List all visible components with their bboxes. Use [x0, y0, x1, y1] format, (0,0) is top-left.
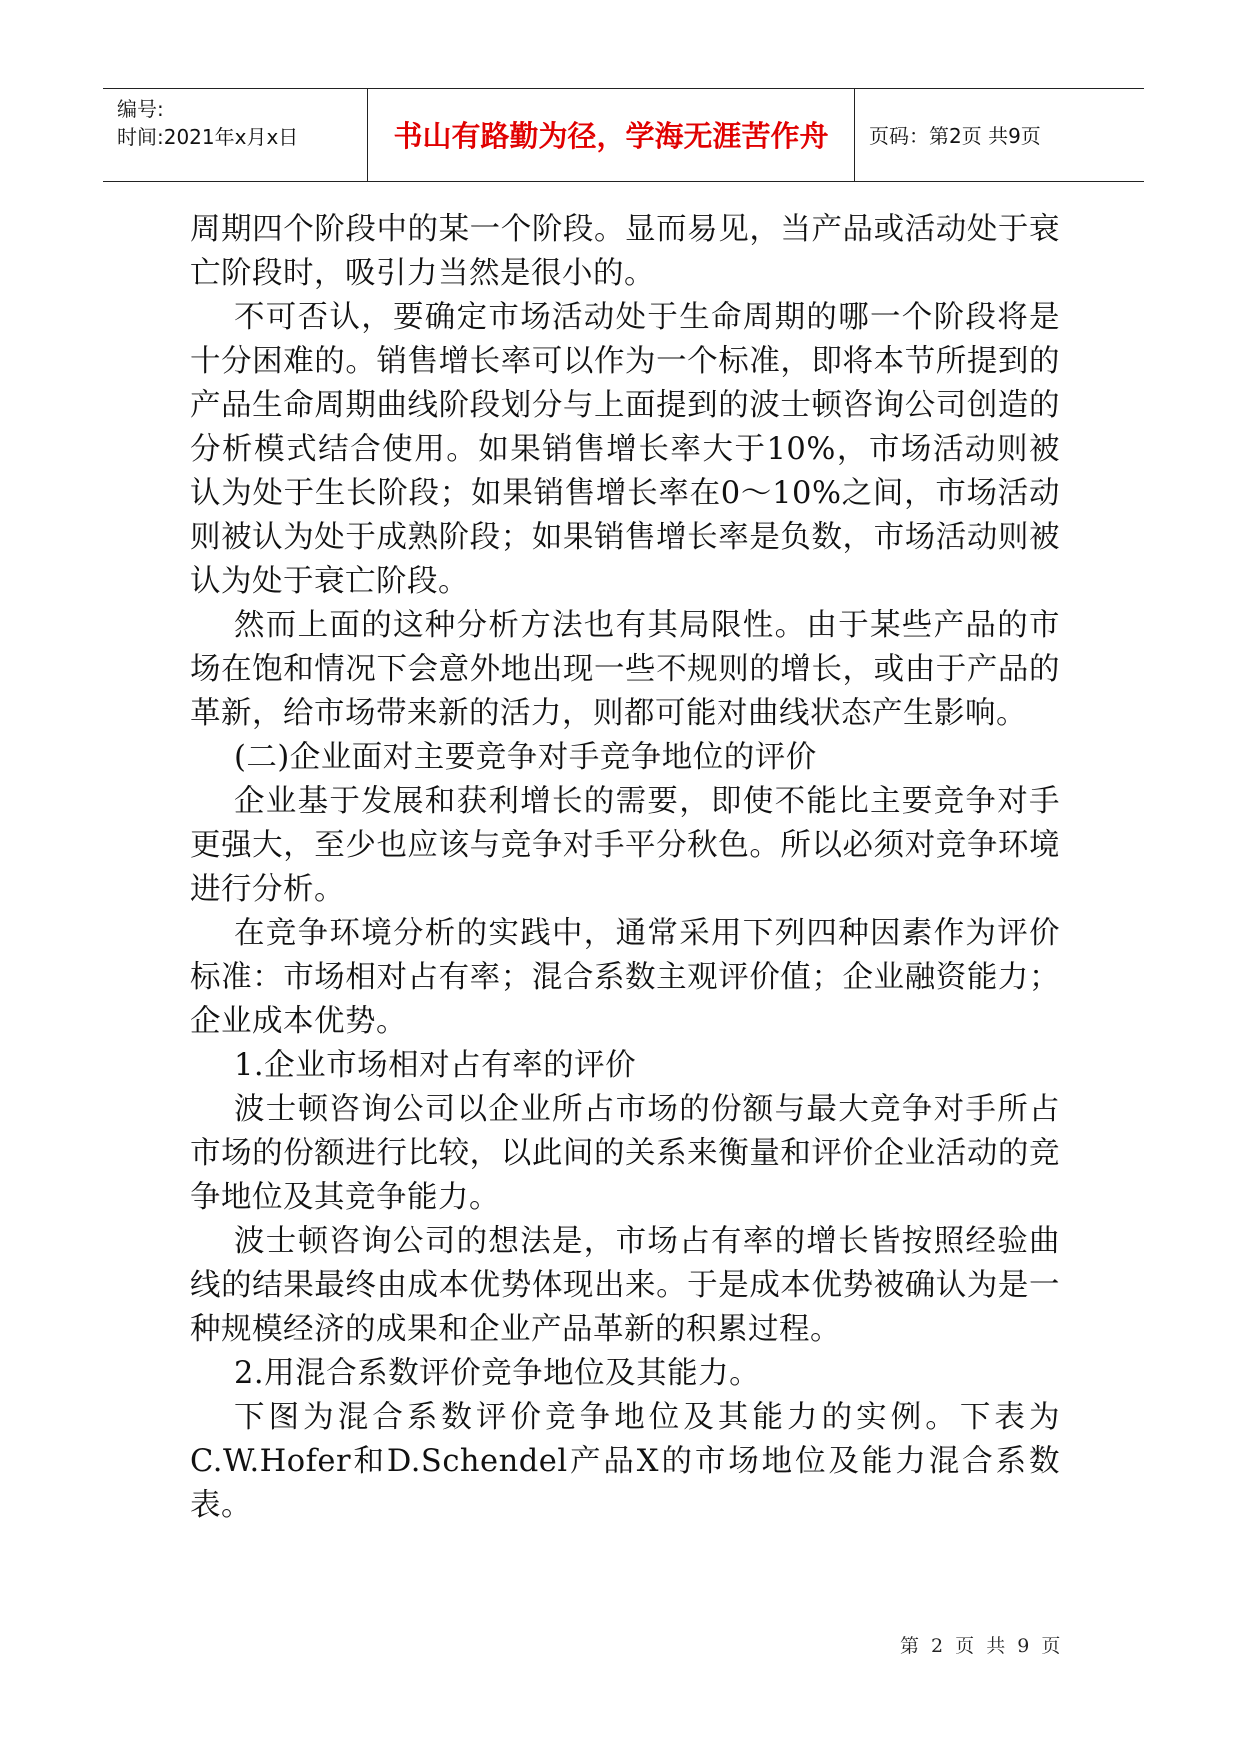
- code-label: 编号:: [117, 97, 164, 121]
- page-header: [103, 88, 1144, 182]
- page-footer: 第 2 页 共 9 页: [900, 1635, 1061, 1657]
- time-label: 时间:2021年x月x日: [117, 125, 299, 149]
- paragraph: 周期四个阶段中的某一个阶段。显而易见，当产品或活动处于衰亡阶段时，吸引力当然是很小的。: [190, 212, 1060, 291]
- paragraph: 不可否认，要确定市场活动处于生命周期的哪一个阶段将是十分困难的。销售增长率可以作为一个标准，即将本节所提到的产品生命周期曲线阶段划分与上面提到的波士顿咨询公司创造的分析模式结合使用。如果销售增长率大于10%，市场活动则被认为处于生长阶段；如果销售增长率在0～10%之间，市场活动则被认为处于成熟阶段；如果销售增长率是负数，市场活动则被认为处于衰亡阶段。: [190, 300, 1060, 599]
- paragraph: 然而上面的这种分析方法也有其局限性。由于某些产品的市场在饱和情况下会意外地出现一些不规则的增长，或由于产品的革新，给市场带来新的活力，则都可能对曲线状态产生影响。: [190, 608, 1060, 731]
- paragraph: 波士顿咨询公司以企业所占市场的份额与最大竞争对手所占市场的份额进行比较，以此间的关系来衡量和评价企业活动的竞争地位及其竞争能力。: [190, 1092, 1060, 1215]
- subsection-heading: 2.用混合系数评价竞争地位及其能力。: [234, 1356, 761, 1391]
- paragraph: 波士顿咨询公司的想法是，市场占有率的增长皆按照经验曲线的结果最终由成本优势体现出来。于是成本优势被确认为是一种规模经济的成果和企业产品革新的积累过程。: [190, 1224, 1060, 1347]
- header-meta: [117, 95, 298, 151]
- paragraph: 企业基于发展和获利增长的需要，即使不能比主要竞争对手更强大，至少也应该与竞争对手平分秋色。所以必须对竞争环境进行分析。: [190, 784, 1060, 907]
- paragraph: 在竞争环境分析的实践中，通常采用下列四种因素作为评价标准：市场相对占有率；混合系数主观评价值；企业融资能力；企业成本优势。: [190, 916, 1060, 1039]
- header-page-info: 页码：第2页 共9页: [869, 124, 1041, 148]
- document-body: [190, 208, 1060, 1528]
- subsection-heading: 1.企业市场相对占有率的评价: [234, 1048, 637, 1083]
- header-motto: 书山有路勤为径，学海无涯苦作舟: [393, 119, 829, 153]
- paragraph: 下图为混合系数评价竞争地位及其能力的实例。下表为C.W.Hofer和D.Schendel产品X的市场地位及能力混合系数表。: [190, 1400, 1060, 1523]
- section-heading: (二)企业面对主要竞争对手竞争地位的评价: [234, 740, 817, 775]
